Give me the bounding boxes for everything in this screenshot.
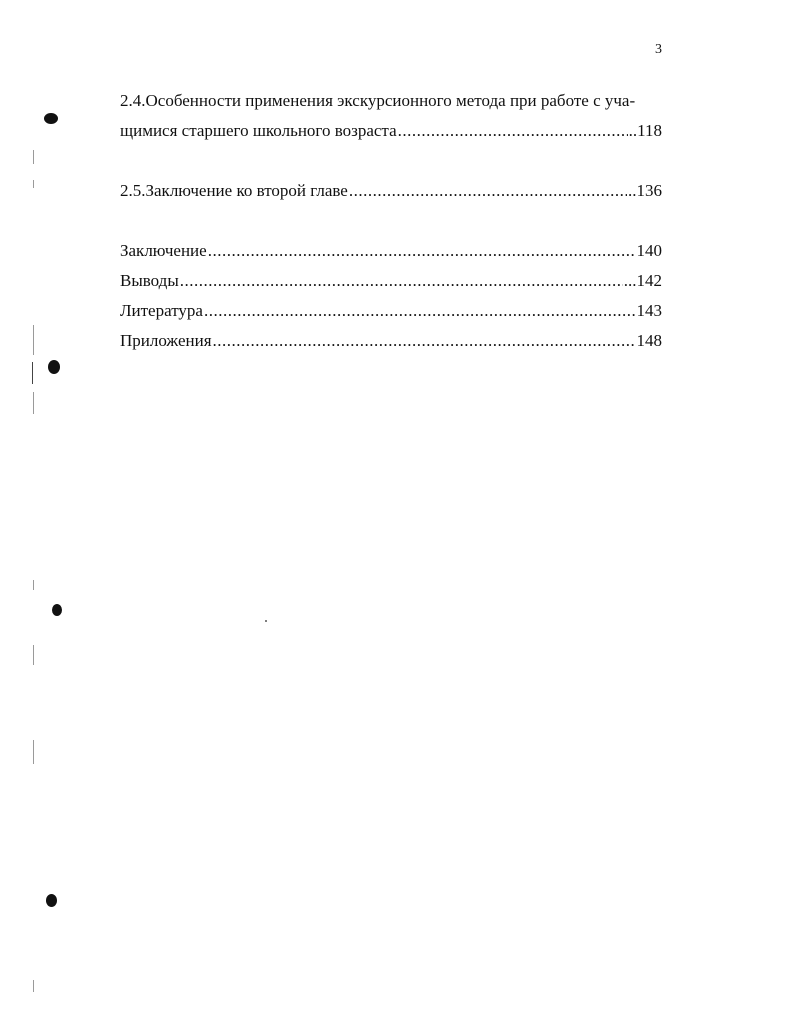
- margin-scan-mark: [33, 645, 34, 665]
- margin-scan-mark: [33, 740, 34, 764]
- binding-hole-mark: [52, 604, 62, 616]
- toc-leader-dots: [180, 266, 623, 296]
- toc-leader-dots: [398, 116, 628, 146]
- toc-leader-dots: [208, 236, 636, 266]
- toc-entry-appendices: [120, 326, 662, 356]
- margin-scan-mark: [32, 362, 33, 384]
- scan-speck: [265, 620, 267, 622]
- toc-entry-appendices-title: Приложения: [120, 331, 212, 350]
- table-of-contents: [120, 86, 662, 356]
- toc-spacer: [120, 146, 662, 176]
- toc-entry-2-5-title: 2.5.Заключение ко второй главе: [120, 181, 348, 200]
- toc-entry-2-4-line1: [120, 86, 662, 116]
- toc-entry-conclusion: [120, 236, 662, 266]
- toc-entry-2-5: [120, 176, 662, 206]
- toc-entry-conclusion-page: 140: [636, 241, 662, 260]
- margin-scan-mark: [33, 325, 34, 355]
- toc-entry-findings-title: Выводы: [120, 271, 179, 290]
- margin-scan-mark: [33, 580, 34, 590]
- toc-entry-literature-page: 143: [636, 301, 662, 320]
- toc-leader-dots: [349, 176, 627, 206]
- margin-scan-mark: [33, 150, 34, 164]
- toc-entry-findings-page: ...142: [623, 271, 662, 290]
- binding-hole-mark: [44, 113, 58, 124]
- toc-entry-findings: [120, 266, 662, 296]
- toc-entry-2-4-page: ..118: [628, 121, 662, 140]
- toc-entry-literature-title: Литература: [120, 301, 203, 320]
- toc-leader-dots: [213, 326, 636, 356]
- toc-entry-conclusion-title: Заключение: [120, 241, 207, 260]
- toc-spacer: [120, 206, 662, 236]
- binding-hole-mark: [48, 360, 60, 374]
- toc-entry-2-5-page: ..136: [628, 181, 662, 200]
- toc-entry-2-4-line2: [120, 116, 662, 146]
- toc-entry-2-4-title-continued: щимися старшего школьного возраста: [120, 121, 397, 140]
- margin-scan-mark: [33, 180, 34, 188]
- toc-entry-appendices-page: 148: [636, 331, 662, 350]
- binding-hole-mark: [46, 894, 57, 907]
- margin-scan-mark: [33, 980, 34, 992]
- toc-entry-2-4-title: 2.4.Особенности применения экскурсионного метода при работе с уча-: [120, 91, 636, 110]
- toc-entry-literature: [120, 296, 662, 326]
- page-number: 3: [655, 42, 662, 57]
- margin-scan-mark: [33, 392, 34, 414]
- toc-leader-dots: [204, 296, 636, 326]
